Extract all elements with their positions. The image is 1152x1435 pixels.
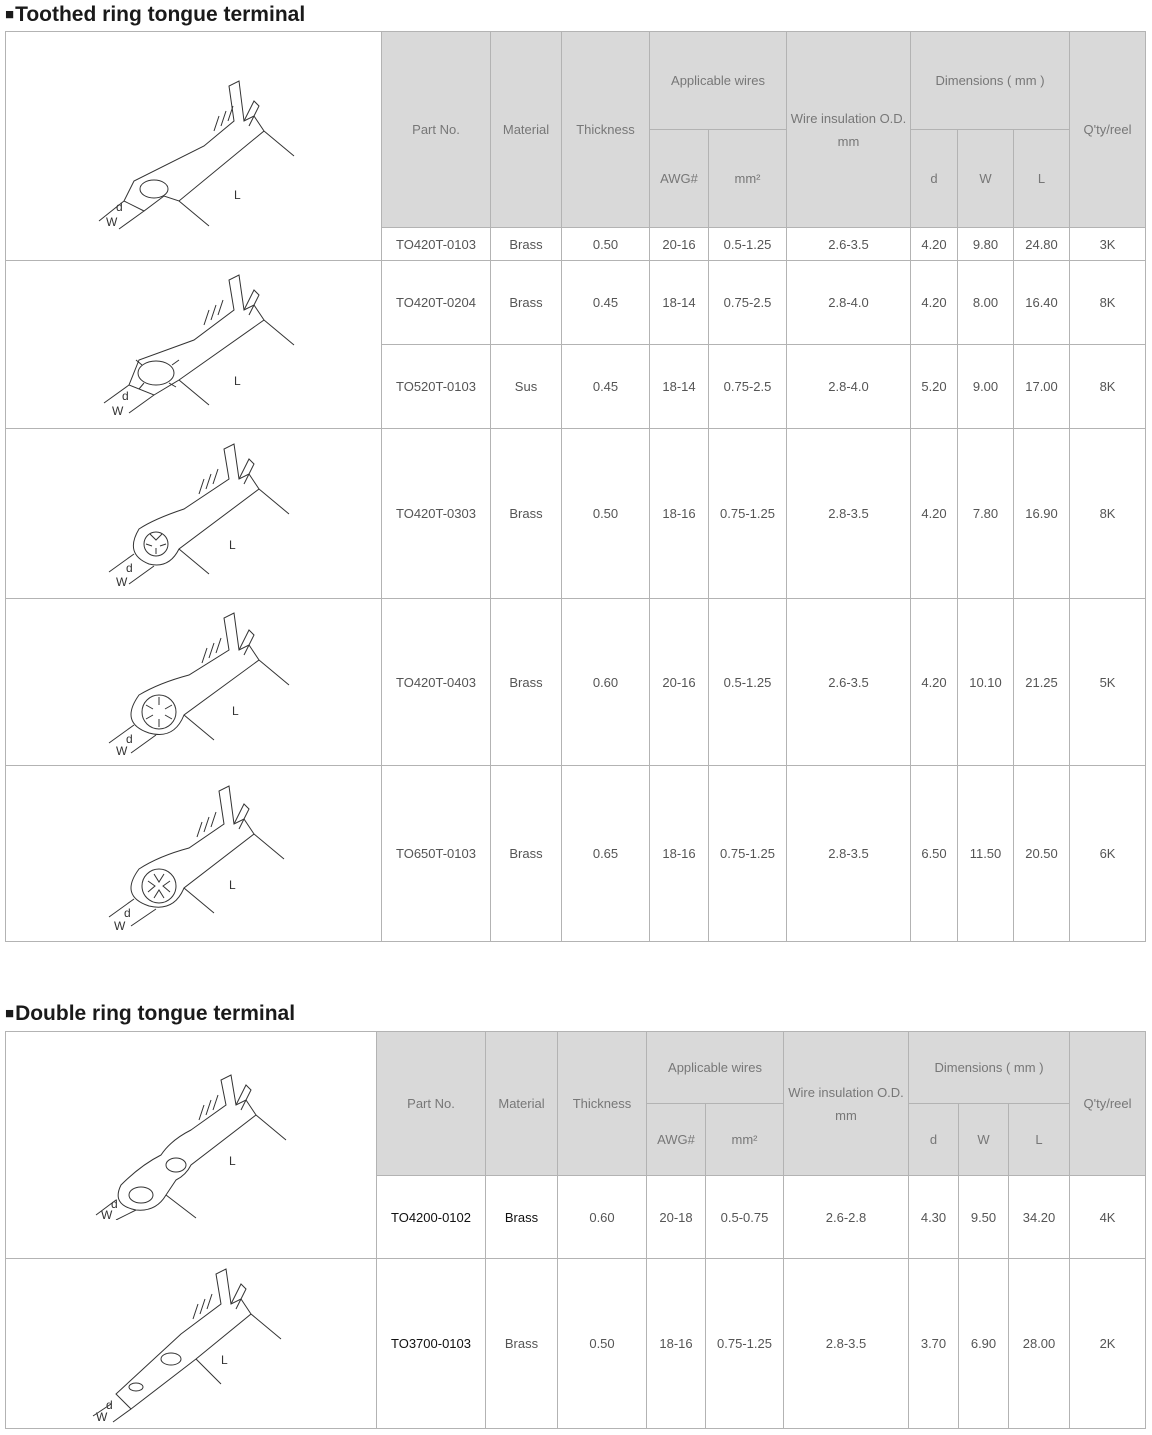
dim-label-d: d (123, 905, 131, 920)
cell-thickness: 0.50 (562, 228, 650, 261)
cell-w: 7.80 (958, 429, 1014, 599)
header-thickness: Thickness (558, 1032, 647, 1176)
cell-awg: 18-14 (650, 345, 709, 429)
dim-label-l: L (228, 877, 236, 892)
header-wire-insulation: Wire insulation O.D. mm (784, 1032, 909, 1176)
cell-material: Sus (491, 345, 562, 429)
section-title-double-ring: ■Double ring tongue terminal (5, 1002, 296, 1025)
cell-part-no: TO4200-0102 (377, 1176, 486, 1259)
header-thickness: Thickness (562, 32, 650, 228)
dim-label-w: W (96, 1409, 108, 1424)
header-part-no: Part No. (377, 1032, 486, 1176)
header-w: W (959, 1104, 1009, 1176)
square-bullet-icon: ■ (5, 1005, 15, 1022)
cell-mm2: 0.5-1.25 (709, 599, 787, 766)
dim-label-d: d (115, 200, 123, 214)
cell-od: 2.6-3.5 (787, 599, 911, 766)
table-row (6, 261, 1146, 345)
cell-l: 16.90 (1014, 429, 1070, 599)
header-qty-reel: Q'ty/reel (1070, 32, 1146, 228)
header-mm2: mm² (709, 130, 787, 228)
dim-label-w: W (111, 403, 123, 418)
cell-l: 17.00 (1014, 345, 1070, 429)
cell-mm2: 0.5-1.25 (709, 228, 787, 261)
cell-od: 2.8-3.5 (787, 766, 911, 942)
cell-qty: 8K (1070, 345, 1146, 429)
double-ring-terminal-drawing-2 (81, 1264, 301, 1424)
cell-w: 9.50 (959, 1176, 1009, 1259)
cell-mm2: 0.75-2.5 (709, 345, 787, 429)
cell-od: 2.6-3.5 (787, 228, 911, 261)
cell-w: 11.50 (958, 766, 1014, 942)
terminal-drawing-cell (6, 32, 382, 261)
dim-label-w: W (105, 215, 117, 229)
cell-qty: 8K (1070, 429, 1146, 599)
table-row (6, 429, 1146, 599)
cell-thickness: 0.65 (562, 766, 650, 942)
cell-thickness: 0.45 (562, 345, 650, 429)
cell-w: 6.90 (959, 1259, 1009, 1429)
cell-mm2: 0.5-0.75 (706, 1176, 784, 1259)
terminal-drawing-cell (6, 766, 382, 942)
cell-w: 9.80 (958, 228, 1014, 261)
cell-awg: 20-16 (650, 228, 709, 261)
dim-label-d: d (125, 731, 133, 746)
cell-od: 2.8-4.0 (787, 261, 911, 345)
dim-label-w: W (101, 1208, 113, 1220)
cell-qty: 8K (1070, 261, 1146, 345)
header-material: Material (491, 32, 562, 228)
toothed-terminal-drawing-4 (84, 605, 304, 760)
cell-d: 4.20 (911, 228, 958, 261)
cell-awg: 18-16 (650, 429, 709, 599)
terminal-drawing-cell (6, 261, 382, 429)
dim-label-l: L (221, 1352, 228, 1367)
header-awg: AWG# (647, 1104, 706, 1176)
header-wire-insulation: Wire insulation O.D. mm (787, 32, 911, 228)
dim-label-w: W (115, 574, 127, 589)
cell-mm2: 0.75-1.25 (706, 1259, 784, 1429)
header-mm2: mm² (706, 1104, 784, 1176)
cell-qty: 3K (1070, 228, 1146, 261)
cell-thickness: 0.45 (562, 261, 650, 345)
cell-d: 3.70 (909, 1259, 959, 1429)
cell-l: 24.80 (1014, 228, 1070, 261)
dim-label-d: d (106, 1397, 113, 1412)
cell-d: 6.50 (911, 766, 958, 942)
cell-material: Brass (486, 1176, 558, 1259)
square-bullet-icon: ■ (5, 6, 15, 23)
cell-qty: 5K (1070, 599, 1146, 766)
table-row (6, 1259, 1146, 1429)
cell-material: Brass (491, 261, 562, 345)
cell-qty: 6K (1070, 766, 1146, 942)
dim-label-w: W (115, 743, 127, 758)
header-d: d (909, 1104, 959, 1176)
cell-l: 21.25 (1014, 599, 1070, 766)
cell-material: Brass (491, 599, 562, 766)
cell-l: 20.50 (1014, 766, 1070, 942)
dim-label-l: L (229, 1154, 236, 1168)
dim-label-d: d (111, 1197, 118, 1211)
cell-awg: 20-18 (647, 1176, 706, 1259)
header-applicable-wires: Applicable wires (650, 32, 787, 130)
cell-l: 16.40 (1014, 261, 1070, 345)
dim-label-l: L (228, 537, 236, 552)
cell-part-no: TO420T-0103 (382, 228, 491, 261)
cell-material: Brass (491, 429, 562, 599)
double-ring-terminal-table (5, 1031, 1146, 1429)
cell-d: 4.30 (909, 1176, 959, 1259)
cell-mm2: 0.75-1.25 (709, 766, 787, 942)
cell-l: 28.00 (1009, 1259, 1070, 1429)
cell-thickness: 0.50 (558, 1259, 647, 1429)
cell-material: Brass (491, 766, 562, 942)
cell-thickness: 0.60 (558, 1176, 647, 1259)
dim-label-w: W (113, 918, 125, 933)
header-qty-reel: Q'ty/reel (1070, 1032, 1146, 1176)
cell-part-no: TO650T-0103 (382, 766, 491, 942)
cell-od: 2.6-2.8 (784, 1176, 909, 1259)
cell-qty: 2K (1070, 1259, 1146, 1429)
toothed-terminal-drawing-5 (84, 774, 304, 934)
header-material: Material (486, 1032, 558, 1176)
cell-d: 5.20 (911, 345, 958, 429)
header-applicable-wires: Applicable wires (647, 1032, 784, 1104)
table-row (6, 599, 1146, 766)
cell-d: 4.20 (911, 429, 958, 599)
section-title-toothed: ■Toothed ring tongue terminal (5, 3, 306, 26)
cell-awg: 18-16 (647, 1259, 706, 1429)
dim-label-l: L (231, 703, 239, 718)
header-w: W (958, 130, 1014, 228)
cell-od: 2.8-3.5 (787, 429, 911, 599)
cell-d: 4.20 (911, 599, 958, 766)
toothed-terminal-table (5, 31, 1146, 942)
cell-awg: 20-16 (650, 599, 709, 766)
toothed-terminal-drawing-2 (84, 265, 304, 425)
cell-material: Brass (491, 228, 562, 261)
header-l: L (1009, 1104, 1070, 1176)
cell-awg: 18-16 (650, 766, 709, 942)
cell-part-no: TO520T-0103 (382, 345, 491, 429)
table-row (6, 766, 1146, 942)
cell-part-no: TO420T-0204 (382, 261, 491, 345)
double-ring-terminal-drawing-1 (81, 1070, 301, 1220)
terminal-drawing-cell (6, 429, 382, 599)
cell-part-no: TO420T-0403 (382, 599, 491, 766)
cell-material: Brass (486, 1259, 558, 1429)
cell-w: 9.00 (958, 345, 1014, 429)
cell-mm2: 0.75-2.5 (709, 261, 787, 345)
cell-w: 8.00 (958, 261, 1014, 345)
toothed-terminal-drawing-1 (84, 61, 304, 231)
header-dimensions: Dimensions ( mm ) (911, 32, 1070, 130)
header-d: d (911, 130, 958, 228)
cell-l: 34.20 (1009, 1176, 1070, 1259)
cell-mm2: 0.75-1.25 (709, 429, 787, 599)
terminal-drawing-cell (6, 1032, 377, 1259)
cell-awg: 18-14 (650, 261, 709, 345)
dim-label-d: d (121, 388, 129, 403)
header-l: L (1014, 130, 1070, 228)
cell-thickness: 0.60 (562, 599, 650, 766)
cell-part-no: TO3700-0103 (377, 1259, 486, 1429)
dim-label-d: d (125, 560, 133, 575)
cell-od: 2.8-4.0 (787, 345, 911, 429)
cell-qty: 4K (1070, 1176, 1146, 1259)
cell-w: 10.10 (958, 599, 1014, 766)
toothed-terminal-drawing-3 (84, 434, 304, 594)
cell-od: 2.8-3.5 (784, 1259, 909, 1429)
header-dimensions: Dimensions ( mm ) (909, 1032, 1070, 1104)
terminal-drawing-cell (6, 1259, 377, 1429)
header-awg: AWG# (650, 130, 709, 228)
dim-label-l: L (233, 188, 241, 202)
cell-d: 4.20 (911, 261, 958, 345)
header-part-no: Part No. (382, 32, 491, 228)
terminal-drawing-cell (6, 599, 382, 766)
dim-label-l: L (233, 373, 241, 388)
cell-thickness: 0.50 (562, 429, 650, 599)
cell-part-no: TO420T-0303 (382, 429, 491, 599)
